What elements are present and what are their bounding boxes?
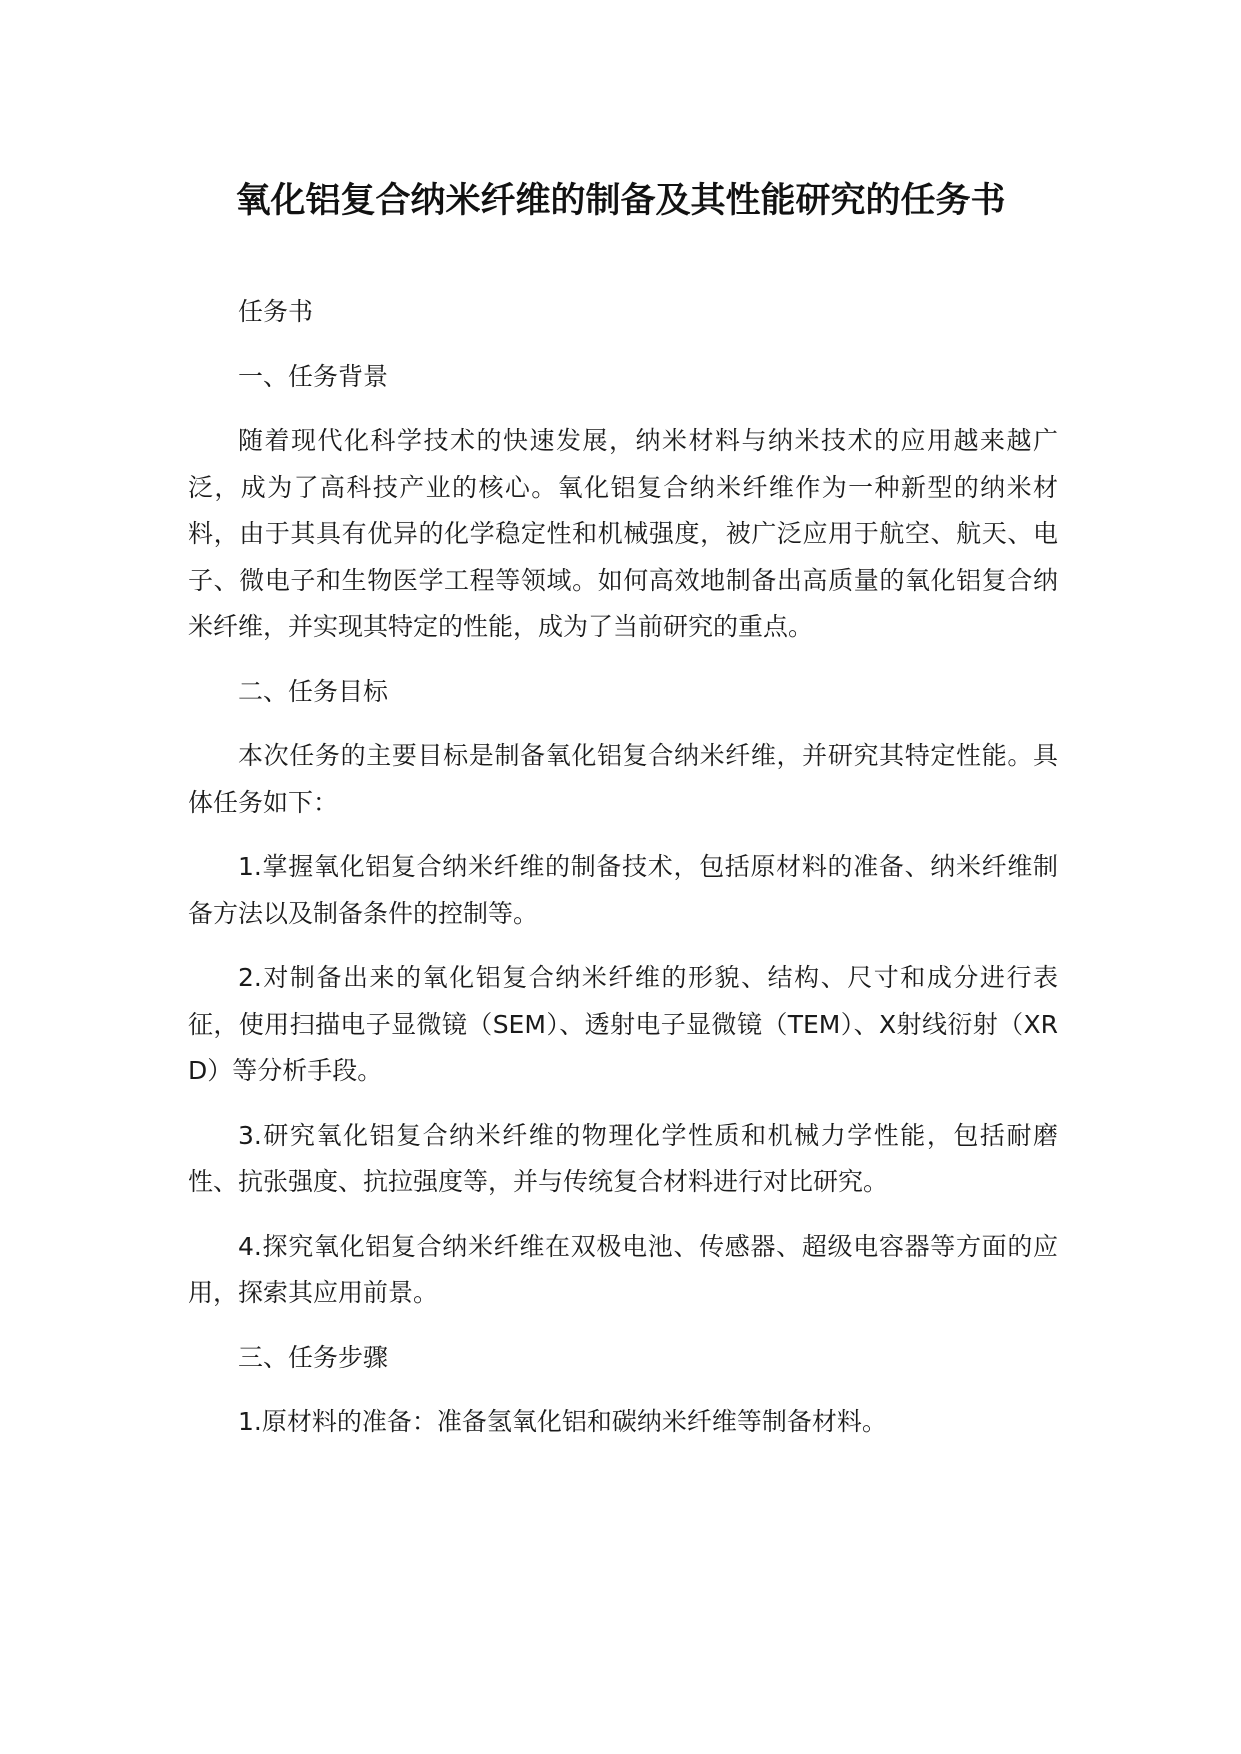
document-body [188, 289, 1058, 1464]
document-title: 氧化铝复合纳米纤维的制备及其性能研究的任务书 [235, 181, 1006, 221]
paragraph-background: 随着现代化科学技术的快速发展，纳米材料与纳米技术的应用越来越广泛，成为了高科技产业的核心。氧化铝复合纳米纤维作为一种新型的纳米材料，由于其具有优异的化学稳定性和机械强度，被广泛应用于航空、航天、电子、微电子和生物医学工程等领域。如何高效地制备出高质量的氧化铝复合纳米纤维，并实现其特定的性能，成为了当前研究的重点。 [188, 426, 1058, 641]
heading-task-book: 任务书 [238, 297, 314, 326]
goal-item-3: 3.研究氧化铝复合纳米纤维的物理化学性质和机械力学性能，包括耐磨性、抗张强度、抗拉强度等，并与传统复合材料进行对比研究。 [188, 1120, 1058, 1196]
paragraph-goals-intro: 本次任务的主要目标是制备氧化铝复合纳米纤维，并研究其特定性能。具体任务如下： [188, 741, 1058, 817]
section-heading-steps: 三、任务步骤 [238, 1342, 389, 1372]
goal-item-1: 1.掌握氧化铝复合纳米纤维的制备技术，包括原材料的准备、纳米纤维制备方法以及制备条件的控制等。 [188, 852, 1058, 928]
section-heading-background: 一、任务背景 [238, 361, 389, 391]
step-item-1: 1.原材料的准备：准备氢氧化铝和碳纳米纤维等制备材料。 [238, 1407, 887, 1436]
goal-item-4: 4.探究氧化铝复合纳米纤维在双极电池、传感器、超级电容器等方面的应用，探索其应用前景。 [188, 1231, 1058, 1307]
goal-item-2: 2.对制备出来的氧化铝复合纳米纤维的形貌、结构、尺寸和成分进行表征，使用扫描电子显微镜（SEM）、透射电子显微镜（TEM）、X射线衍射（XRD）等分析手段。 [188, 963, 1058, 1085]
section-heading-goals: 二、任务目标 [238, 676, 389, 706]
